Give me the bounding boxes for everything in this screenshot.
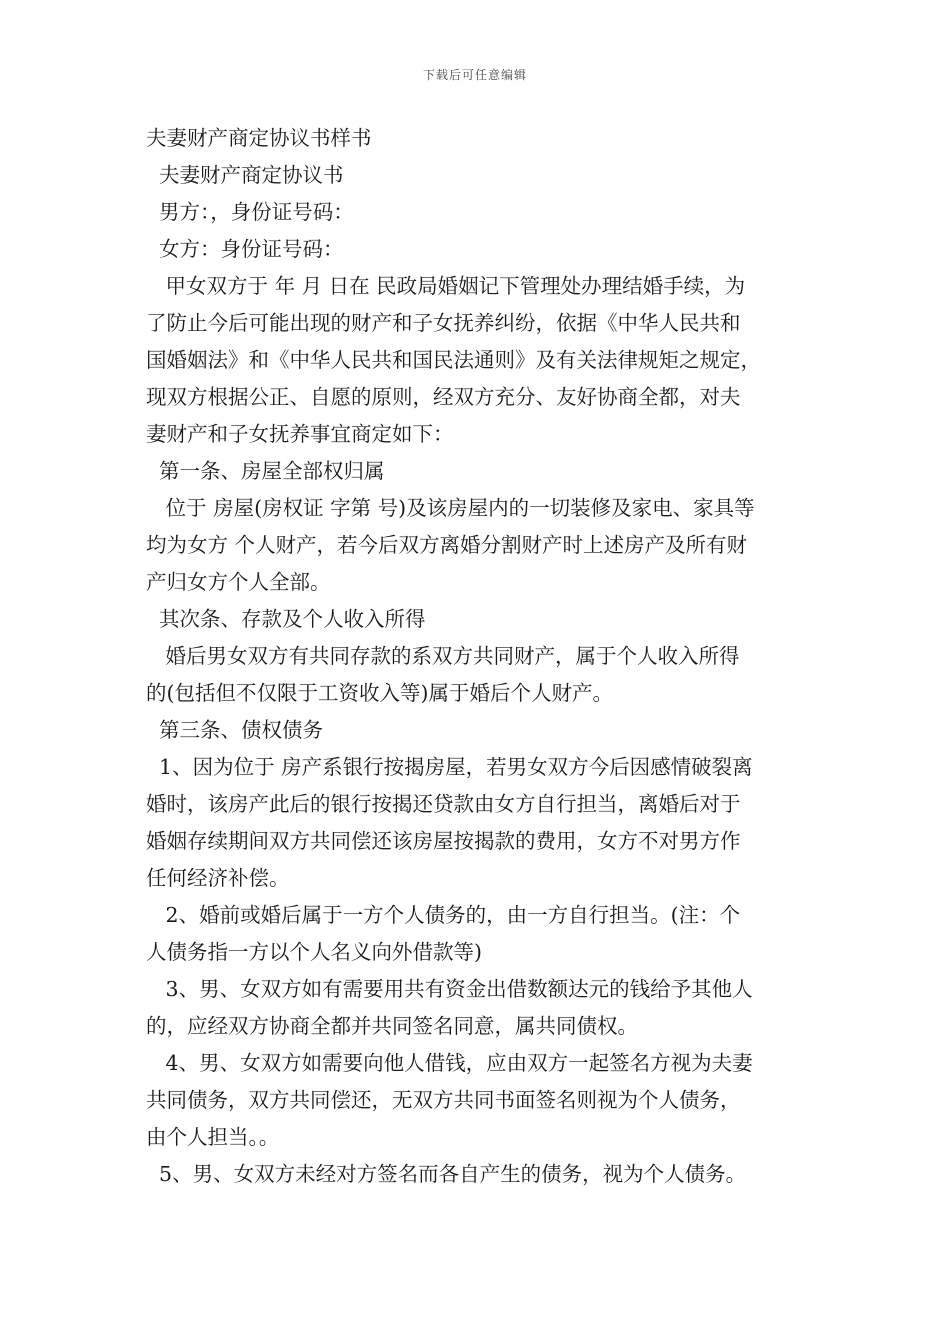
document-line: 女方：身份证号码： (146, 237, 344, 261)
document-line: 夫妻财产商定协议书 (146, 163, 344, 187)
document-line: 共同债务，双方共同偿还，无双方共同书面签名则视为个人债务， (146, 1088, 741, 1112)
document-line: 男方：，身份证号码： (146, 200, 354, 224)
document-line: 任何经济补偿。 (146, 866, 290, 890)
page-header-note: 下载后可任意编辑 (422, 68, 527, 82)
document-line: 国婚姻法》和《中华人民共和国民法通则》及有关法律规矩之规定， (146, 348, 761, 372)
document-line: 的，应经双方协商全都并共同签名同意，属共同债权。 (146, 1014, 638, 1038)
document-line: 位于 房屋(房权证 字第 号)及该房屋内的一切装修及家电、家具等 (146, 496, 755, 520)
document-line: 5、男、女双方未经对方签名而各自产生的债务，视为个人债务。 (146, 1162, 747, 1186)
document-line: 现双方根据公正、自愿的原则，经双方充分、友好协商全都，对夫 (146, 385, 741, 409)
document-title: 夫妻财产商定协议书样书 (146, 126, 372, 150)
document-line: 妻财产和子女抚养事宜商定如下： (146, 422, 454, 446)
document-line: 4、男、女双方如需要向他人借钱，应由双方一起签名方视为夫妻 (146, 1051, 753, 1075)
document-line: 的(包括但不仅限于工资收入等)属于婚后个人财产。 (146, 681, 613, 705)
document-line: 3、男、女双方如有需要用共有资金出借数额达元的钱给予其他人 (146, 977, 753, 1001)
section-heading: 其次条、存款及个人收入所得 (146, 607, 426, 631)
document-line: 人债务指一方以个人名义向外借款等) (146, 940, 482, 964)
document-line: 婚后男女双方有共同存款的系双方共同财产，属于个人收入所得 (146, 644, 740, 668)
document-line: 婚姻存续期间双方共同偿还该房屋按揭款的费用，女方不对男方作 (146, 829, 741, 853)
document-line: 均为女方 个人财产，若今后双方离婚分割财产时上述房产及所有财 (146, 533, 748, 557)
document-line: 甲女双方于 年 月 日在 民政局婚姻记下管理处办理结婚手续，为 (146, 274, 746, 298)
document-body (146, 120, 814, 1193)
document-line: 1、因为位于 房产系银行按揭房屋，若男女双方今后因感情破裂离 (146, 755, 753, 779)
section-heading: 第三条、债权债务 (146, 718, 324, 742)
document-line: 婚时，该房产此后的银行按揭还贷款由女方自行担当，离婚后对于 (146, 792, 741, 816)
section-heading: 第一条、房屋全部权归属 (146, 459, 385, 483)
document-line: 产归女方个人全部。 (146, 570, 331, 594)
document-line: 了防止今后可能出现的财产和子女抚养纠纷，依据《中华人民共和 (146, 311, 741, 335)
document-line: 由个人担当。。 (146, 1125, 280, 1149)
document-line: 2、婚前或婚后属于一方个人债务的，由一方自行担当。(注：个 (146, 903, 741, 927)
